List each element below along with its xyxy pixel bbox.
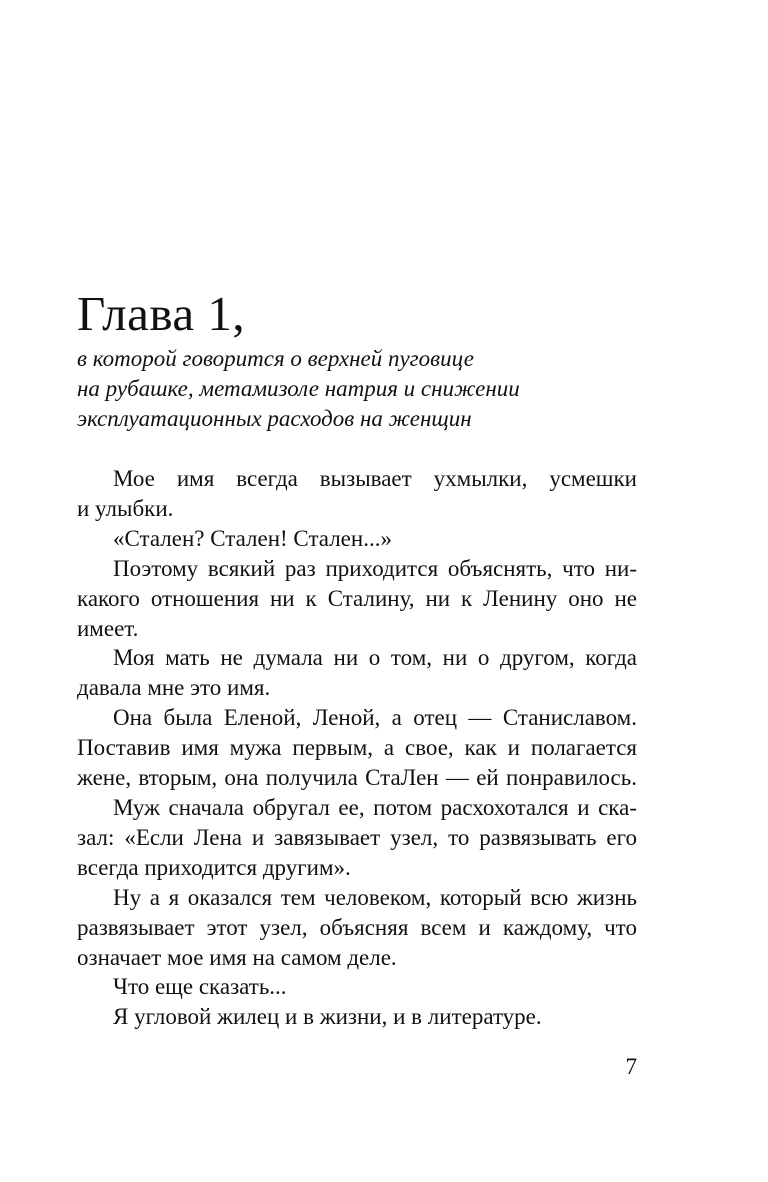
text-line: Она была Еленой, Леной, а отец — Станиславом. <box>113 705 637 731</box>
text-line: и улыбки. <box>77 495 174 521</box>
chapter-subtitle <box>77 344 637 434</box>
text-line: какого отношения ни к Сталину, ни к Ленину оно не <box>77 585 637 611</box>
text-line: имеет. <box>77 615 139 641</box>
subtitle-line: эксплуатационных расходов на женщин <box>77 406 472 431</box>
chapter-title: Глава 1, <box>77 286 246 341</box>
text-line: всегда приходится другим». <box>77 854 351 880</box>
text-line: Муж сначала обругал ее, потом расхохотался и ска- <box>113 794 637 820</box>
text-line: Мое имя всегда вызывает ухмылки, усмешки <box>113 466 637 491</box>
text-line: развязывает этот узел, объясняя всем и каждому, что <box>77 914 637 940</box>
text-line: Что еще сказать... <box>113 974 287 1000</box>
text-line: жене, вторым, она получила СтаЛен — ей понравилось. <box>77 765 637 791</box>
text-line: Поставив имя мужа первым, а свое, как и полагается <box>77 735 637 761</box>
text-line: «Стален? Стален! Стален...» <box>113 525 392 551</box>
text-line: давала мне это имя. <box>77 675 271 701</box>
body-text <box>77 464 637 1032</box>
text-line: зал: «Если Лена и завязывает узел, то развязывать его <box>77 824 637 850</box>
subtitle-line: на рубашке, метамизоле натрия и снижении <box>77 376 520 401</box>
text-line: Моя мать не думала ни о том, ни о другом, когда <box>113 645 637 671</box>
text-line: означает мое имя на самом деле. <box>77 944 397 970</box>
text-line: Ну а я оказался тем человеком, который всю жизнь <box>113 884 637 910</box>
text-line: Я угловой жилец и в жизни, и в литературе. <box>113 1004 542 1030</box>
subtitle-line: в которой говорится о верхней пуговице <box>77 346 474 371</box>
text-line: Поэтому всякий раз приходится объяснять, что ни- <box>113 555 637 581</box>
page-number: 7 <box>625 1054 637 1079</box>
